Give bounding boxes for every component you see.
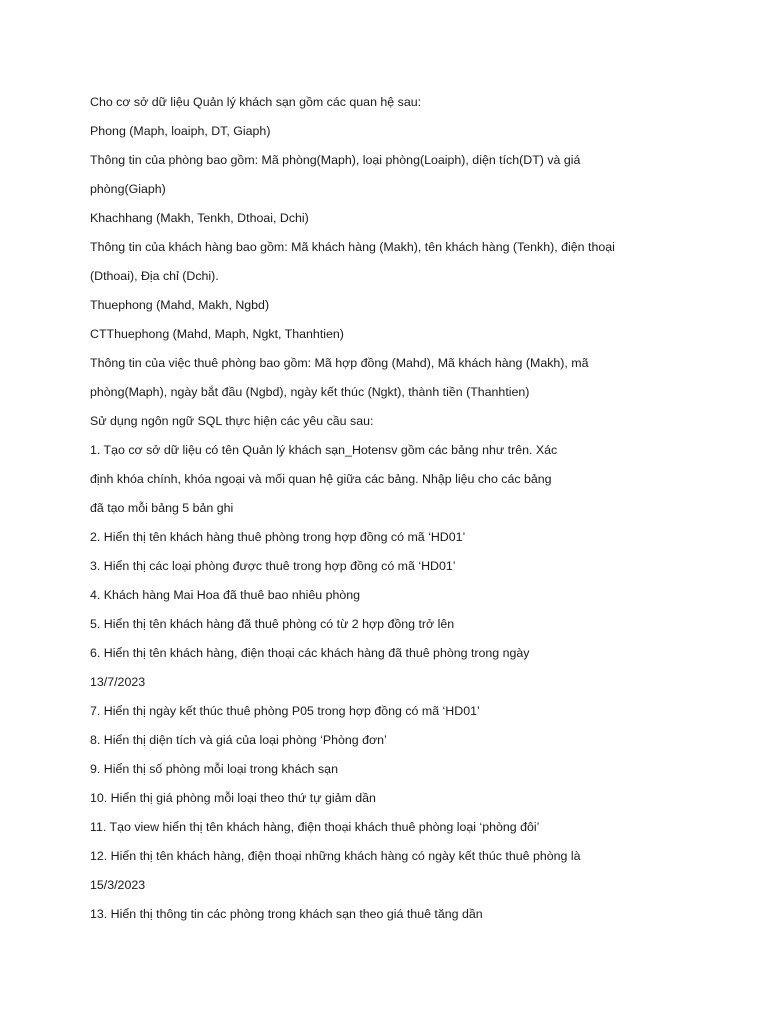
khachhang-description: Thông tin của khách hàng bao gồm: Mã khách hàng (Makh), tên khách hàng (Tenkh), điện thoại	[90, 240, 615, 254]
task-10: 10. Hiển thị giá phòng mỗi loại theo thứ tự giảm dần	[90, 791, 376, 805]
schema-khachhang: Khachhang (Makh, Tenkh, Dthoai, Dchi)	[90, 211, 309, 225]
task-9: 9. Hiển thị số phòng mỗi loại trong khách sạn	[90, 762, 338, 776]
task-1-cont-2: đã tạo mỗi bảng 5 bản ghi	[90, 501, 234, 515]
task-12-cont: 15/3/2023	[90, 878, 146, 892]
phong-description-cont: phòng(Giaph)	[90, 182, 166, 196]
task-12: 12. Hiển thị tên khách hàng, điện thoại những khách hàng có ngày kết thúc thuê phòng là	[90, 849, 581, 863]
schema-phong: Phong (Maph, loaiph, DT, Giaph)	[90, 124, 271, 138]
thuephong-description-cont: phòng(Maph), ngày bắt đầu (Ngbd), ngày kết thúc (Ngkt), thành tiền (Thanhtien)	[90, 385, 530, 399]
sql-instruction: Sử dụng ngôn ngữ SQL thực hiện các yêu cầu sau:	[90, 414, 374, 428]
task-1-cont: định khóa chính, khóa ngoại và mối quan hệ giữa các bảng. Nhập liệu cho các bảng	[90, 472, 552, 486]
task-2: 2. Hiển thị tên khách hàng thuê phòng trong hợp đồng có mã ‘HD01’	[90, 530, 466, 544]
task-11: 11. Tạo view hiển thị tên khách hàng, điện thoại khách thuê phòng loại ‘phòng đôi’	[90, 820, 540, 834]
phong-description: Thông tin của phòng bao gồm: Mã phòng(Maph), loại phòng(Loaiph), diện tích(DT) và giá	[90, 153, 581, 167]
task-5: 5. Hiển thị tên khách hàng đã thuê phòng có từ 2 hợp đồng trở lên	[90, 617, 455, 631]
task-6-cont: 13/7/2023	[90, 675, 146, 689]
task-8: 8. Hiển thị diện tích và giá của loại phòng ‘Phòng đơn’	[90, 733, 387, 747]
task-7: 7. Hiển thị ngày kết thúc thuê phòng P05 trong hợp đồng có mã ‘HD01’	[90, 704, 480, 718]
task-1: 1. Tạo cơ sở dữ liệu có tên Quản lý khách sạn_Hotensv gồm các bảng như trên. Xác	[90, 443, 558, 457]
task-4: 4. Khách hàng Mai Hoa đã thuê bao nhiêu phòng	[90, 588, 361, 602]
task-3: 3. Hiển thị các loại phòng được thuê trong hợp đồng có mã ‘HD01’	[90, 559, 456, 573]
khachhang-description-cont: (Dthoai), Địa chỉ (Dchi).	[90, 269, 219, 283]
schema-ctthuephong: CTThuephong (Mahd, Maph, Ngkt, Thanhtien)	[90, 327, 344, 341]
intro-text: Cho cơ sở dữ liệu Quản lý khách sạn gồm các quan hệ sau:	[90, 95, 422, 109]
task-13: 13. Hiển thị thông tin các phòng trong khách sạn theo giá thuê tăng dần	[90, 907, 483, 921]
schema-thuephong: Thuephong (Mahd, Makh, Ngbd)	[90, 298, 270, 312]
thuephong-description: Thông tin của việc thuê phòng bao gồm: Mã hợp đồng (Mahd), Mã khách hàng (Makh), mã	[90, 356, 589, 370]
task-6: 6. Hiển thị tên khách hàng, điện thoại các khách hàng đã thuê phòng trong ngày	[90, 646, 530, 660]
